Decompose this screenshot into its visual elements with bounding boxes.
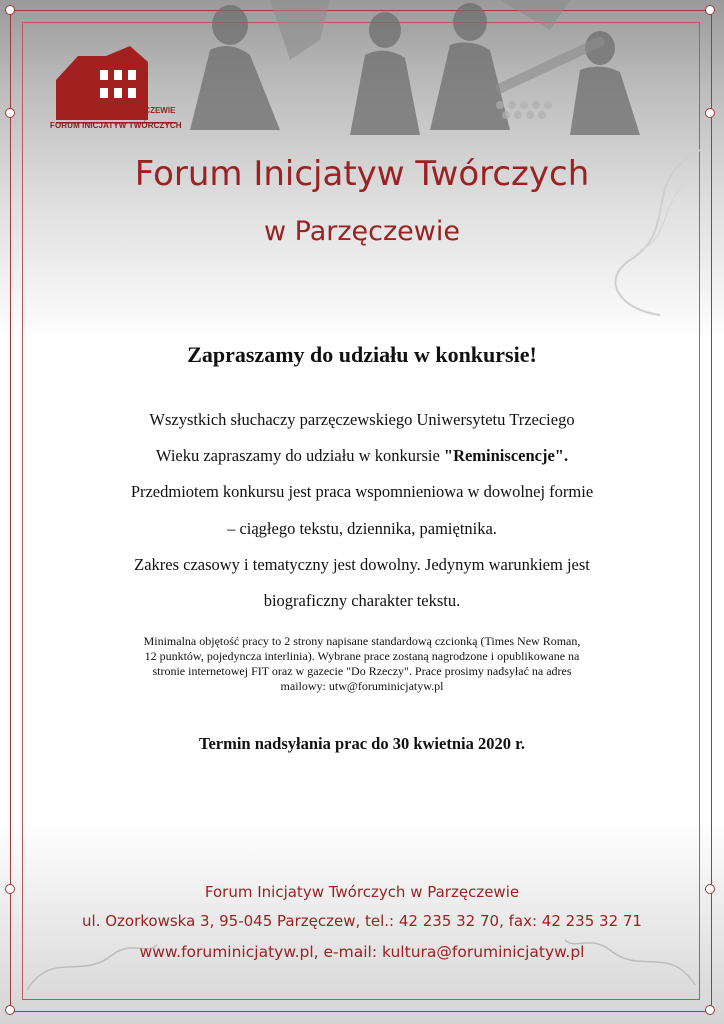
swirl-ornament-bottom-left — [22, 930, 162, 1000]
body-line: Zakres czasowy i tematyczny jest dowolny. Jedynym warunkiem jest — [134, 554, 590, 574]
frame-corner-ornament — [705, 5, 715, 15]
footer-address: ul. Ozorkowska 3, 95-045 Parzęczew, tel.: 42 235 32 70, fax: 42 235 32 71 — [82, 912, 642, 930]
contest-name: "Reminiscencje". — [443, 446, 569, 466]
frame-side-ornament — [705, 108, 715, 118]
frame-corner-ornament — [5, 5, 15, 15]
body-line — [60, 438, 664, 474]
logo-caption: FORUM INICJATYW TWÓRCZYCH — [50, 121, 182, 130]
note-line: 12 punktów, pojedyncza interlinia). Wybrane prace zostaną nagrodzone i opublikowane na — [144, 649, 580, 663]
body-line: biograficzny charakter tekstu. — [263, 591, 461, 611]
invitation-heading: Zapraszamy do udziału w konkursie! — [187, 342, 537, 367]
footer-contact: www.foruminicjatyw.pl, e-mail: kultura@foruminicjatyw.pl — [139, 943, 585, 961]
requirements-note — [80, 634, 644, 694]
logo-text: FIT — [60, 88, 96, 115]
musicians-silhouette-graphic — [170, 0, 690, 140]
logo-subtext: W PARZĘCZEWIE — [108, 106, 176, 115]
page-subtitle: w Parzęczewie — [264, 216, 460, 247]
frame-corner-ornament — [705, 1005, 715, 1015]
footer-organization: Forum Inicjatyw Twórczych w Parzęczewie — [204, 883, 520, 901]
body-line-text: Wieku zapraszamy do udziału w konkursie — [155, 446, 444, 466]
note-line: stronie internetowej FIT oraz w gazecie "Do Rzeczy". Prace prosimy nadsyłać na adres — [152, 664, 572, 678]
invitation-body — [60, 402, 664, 619]
note-line: Minimalna objętość pracy to 2 strony napisane standardową czcionką (Times New Roman, — [143, 634, 581, 648]
body-line: – ciągłego tekstu, dziennika, pamiętnika. — [227, 518, 497, 538]
deadline-text: Termin nadsyłania prac do 30 kwietnia 2020 r. — [198, 734, 526, 753]
body-line: Wszystkich słuchaczy parzęczewskiego Uniwersytetu Trzeciego — [149, 410, 575, 429]
frame-side-ornament — [5, 108, 15, 118]
page-title: Forum Inicjatyw Twórczych — [134, 154, 590, 194]
frame-corner-ornament — [5, 1005, 15, 1015]
note-line: mailowy: utw@foruminicjatyw.pl — [280, 679, 444, 693]
body-line: Przedmiotem konkursu jest praca wspomnieniowa w dowolnej formie — [130, 482, 594, 502]
